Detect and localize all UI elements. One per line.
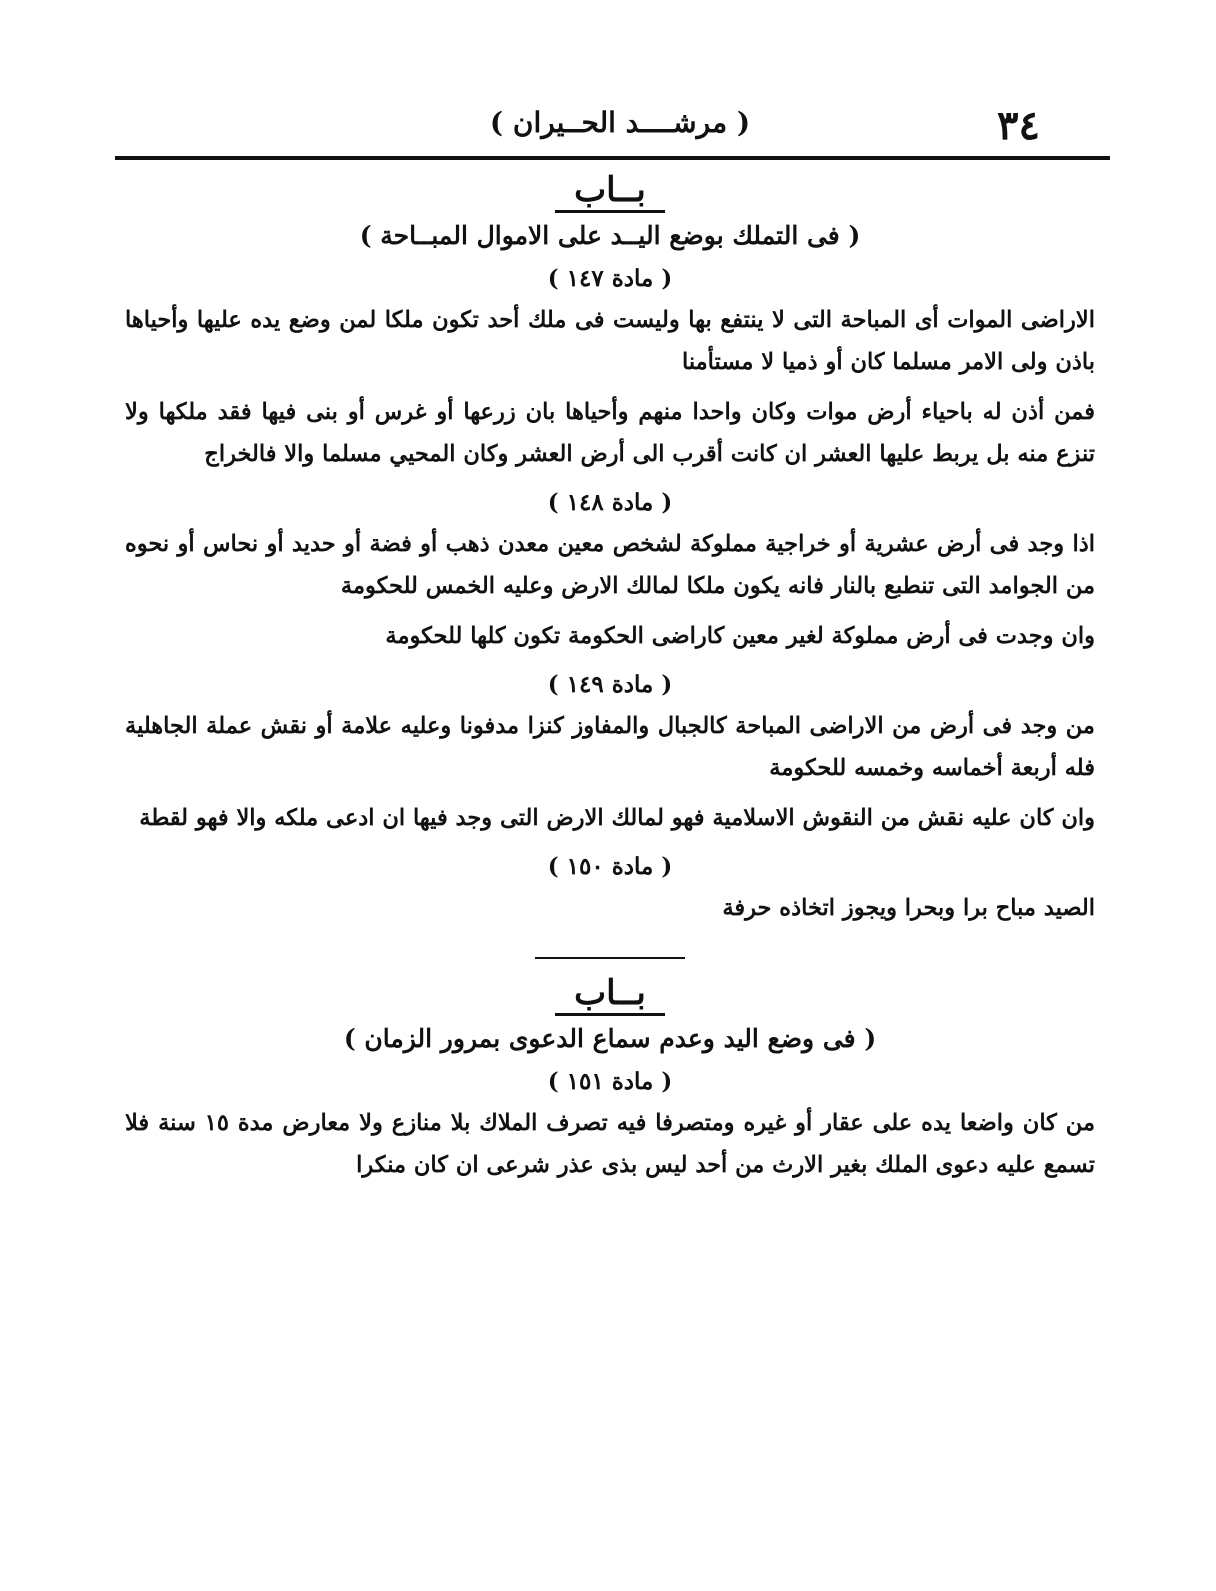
page-header	[115, 98, 1110, 156]
article-paragraph: فمن أذن له باحياء أرض موات وكان واحدا منهم وأحياها بان زرعها أو غرس أو بنى فيها فقد ملكها ولا تنزع منه بل يربط عليها العشر ان كانت أقرب الى أرض العشر وكان المحيي مسلما والا فالخراج	[125, 399, 1095, 467]
article-paragraph: من كان واضعا يده على عقار أو غيره ومتصرفا فيه تصرف الملاك بلا منازع ولا معارض مدة ١٥ سنة فلا تسمع عليه دعوى الملك بغير الارث من أحد ليس بذى عذر شرعى ان كان منكرا	[125, 1110, 1095, 1178]
page-body	[125, 170, 1095, 1194]
article-heading: ( مادة ١٤٨ )	[547, 489, 673, 516]
page-number: ٣٤	[997, 102, 1040, 149]
chapter-title: ( فى وضع اليد وعدم سماع الدعوى بمرور الزمان )	[343, 1024, 877, 1053]
running-title: ( مرشــــد الحــيران )	[489, 106, 751, 139]
article-heading: ( مادة ١٤٧ )	[547, 265, 673, 292]
article-heading: ( مادة ١٥٠ )	[547, 853, 673, 880]
article-paragraph: اذا وجد فى أرض عشرية أو خراجية مملوكة لشخص معين معدن ذهب أو فضة أو حديد أو نحاس أو نحوه من الجوامد التى تنطبع بالنار فانه يكون ملكا لمالك الارض وعليه الخمس للحكومة	[125, 531, 1095, 599]
section-divider	[535, 957, 685, 959]
article-paragraph: الاراضى الموات أى المباحة التى لا ينتفع بها وليست فى ملك أحد تكون ملكا لمن وضع يده عليها وأحياها باذن ولى الامر مسلما كان أو ذميا لا مستأمنا	[125, 307, 1095, 375]
chapter-heading: بــاب	[574, 170, 646, 210]
article-paragraph: من وجد فى أرض من الاراضى المباحة كالجبال والمفاوز كنزا مدفونا وعليه علامة أو نقش عملة الجاهلية فله أربعة أخماسه وخمسه للحكومة	[125, 713, 1095, 781]
article-paragraph: الصيد مباح برا وبحرا ويجوز اتخاذه حرفة	[722, 895, 1095, 921]
article-heading: ( مادة ١٥١ )	[547, 1068, 673, 1095]
article-paragraph: وان وجدت فى أرض مملوكة لغير معين كاراضى الحكومة تكون كلها للحكومة	[385, 623, 1095, 649]
header-rule	[115, 156, 1110, 160]
article-paragraph: وان كان عليه نقش من النقوش الاسلامية فهو لمالك الارض التى وجد فيها ان ادعى ملكه والا فهو لقطة	[139, 805, 1095, 831]
article-heading: ( مادة ١٤٩ )	[547, 671, 673, 698]
chapter-heading: بــاب	[574, 973, 646, 1013]
chapter-title: ( فى التملك بوضع اليــد على الاموال المبــاحة )	[359, 221, 861, 250]
